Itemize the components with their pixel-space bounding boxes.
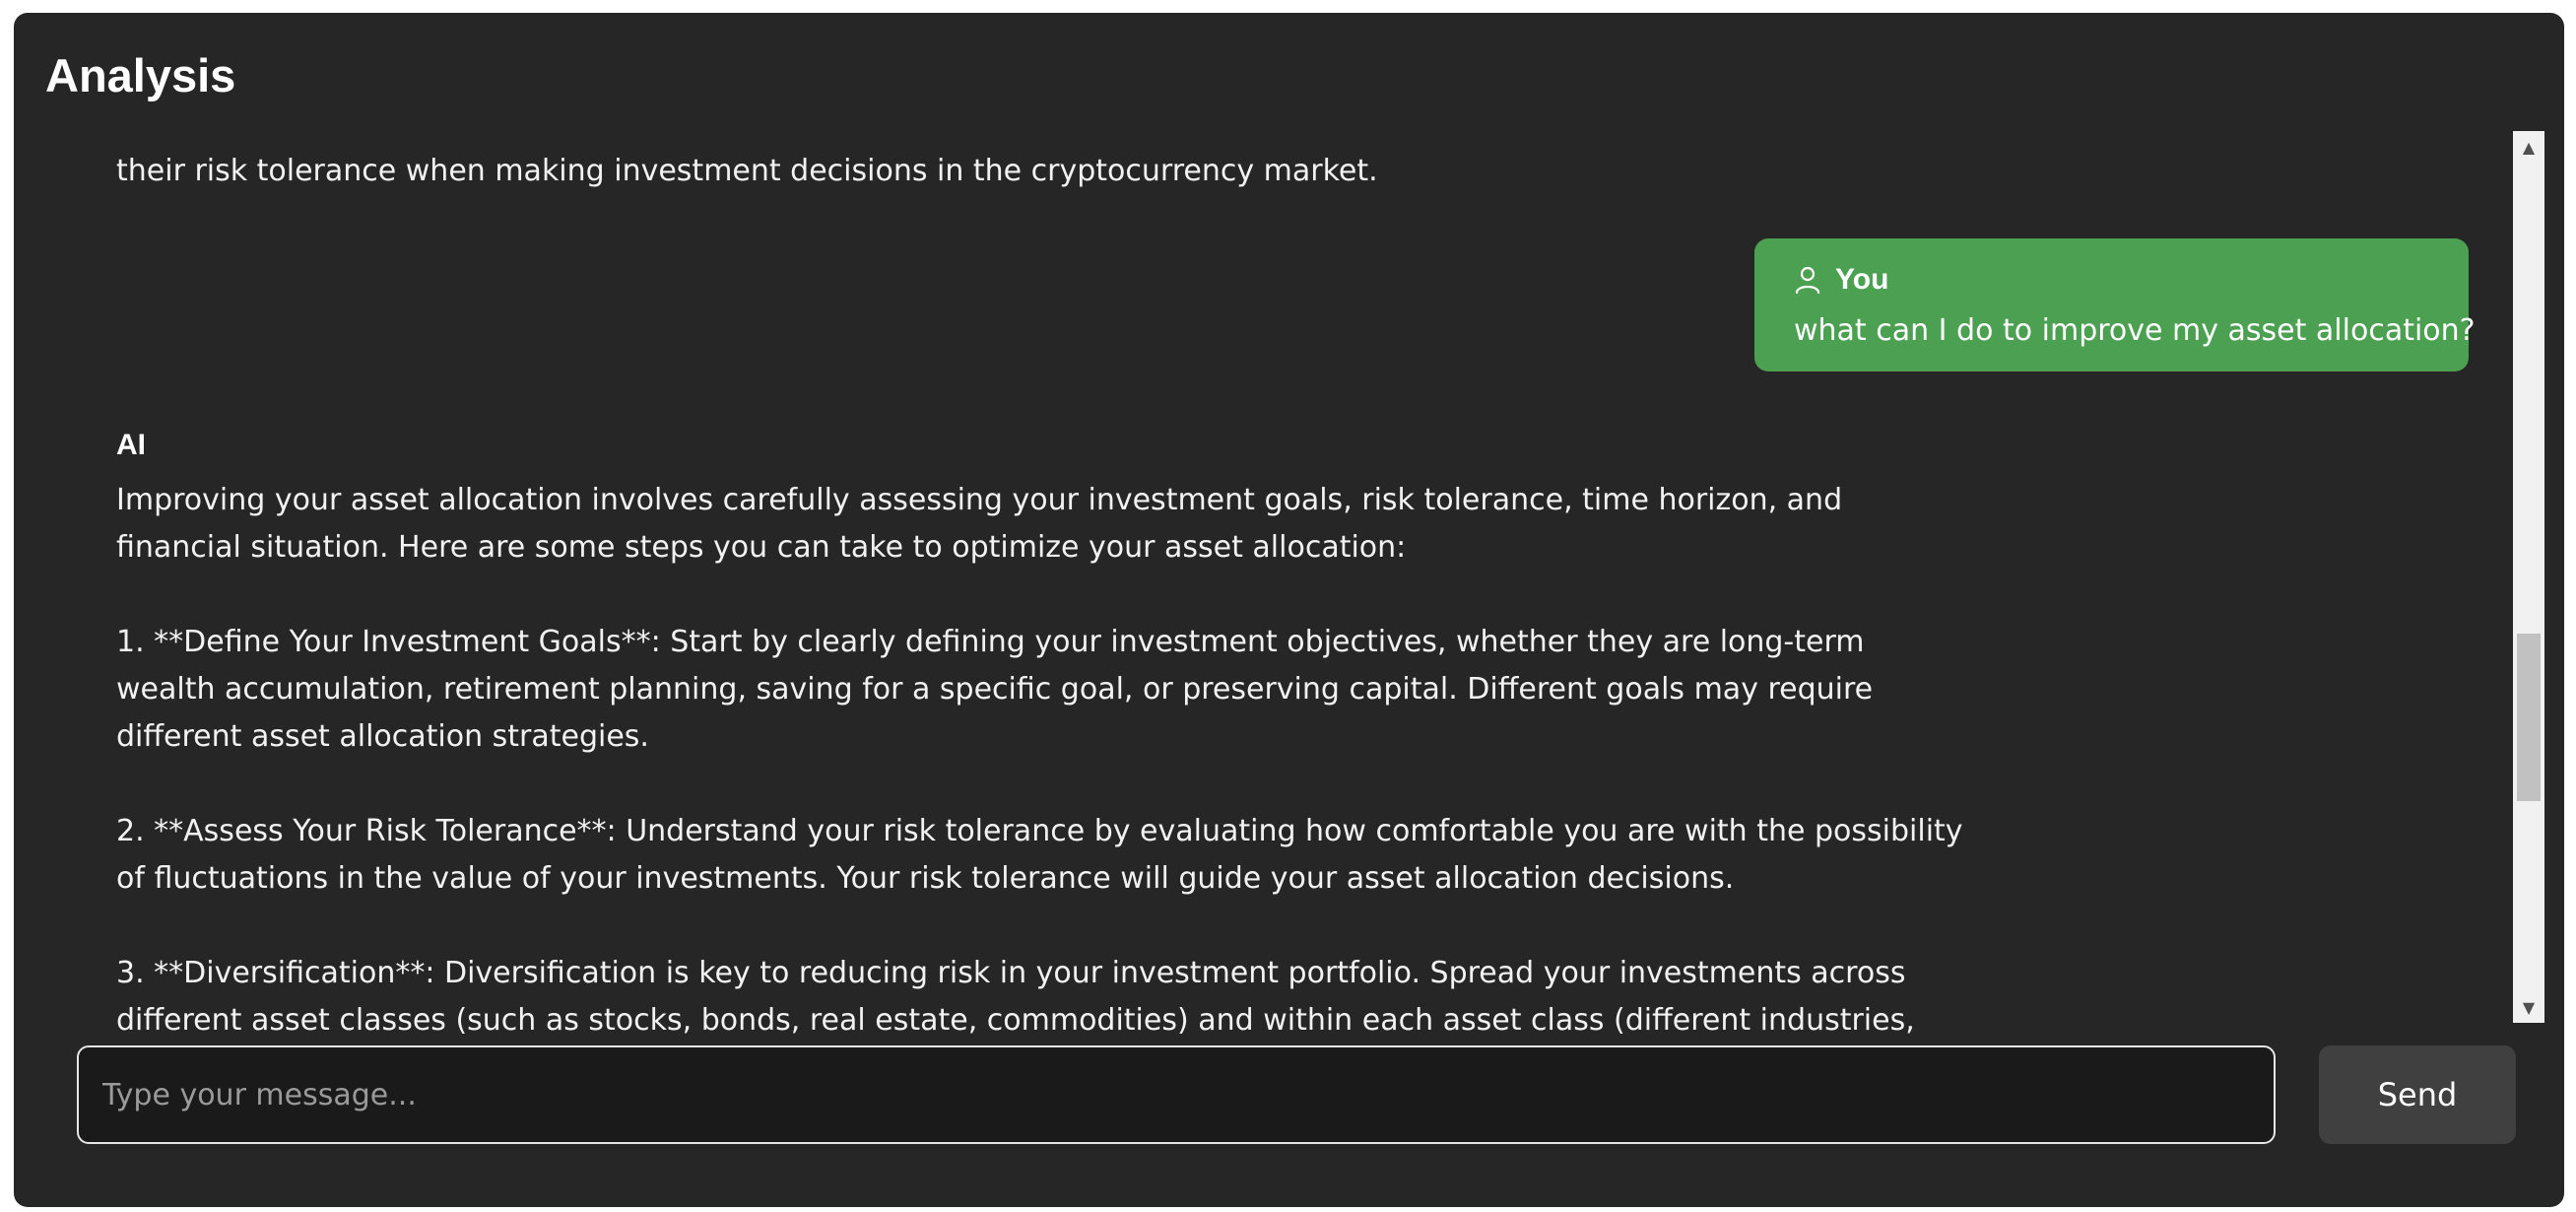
ai-paragraph: 3. **Diversification**: Diversification is key to reducing risk in your investment portfolio. Spread your investments across different asset classes (such as stocks, bonds, real estate, commodities) and within each asset class (different industries, [116,956,1915,1038]
ai-paragraph: Improving your asset allocation involves carefully assessing your investment goals, risk tolerance, time horizon, and financial situation. Here are some steps you can take to optimize your asset allocation: [116,483,1843,565]
panel-title: Analysis [45,49,236,101]
chat-history[interactable] [45,131,2544,1038]
ai-message [116,422,1968,1139]
scrollbar-thumb[interactable] [2517,634,2541,801]
chat-scrollbar[interactable] [2513,131,2544,1023]
scroll-down-arrow-icon[interactable]: ▼ [2522,997,2536,1017]
scroll-up-arrow-icon[interactable]: ▲ [2522,137,2536,157]
send-button[interactable]: Send [2319,1045,2516,1144]
user-message-bubble [1754,238,2476,371]
user-sender-name: You [1835,263,1889,296]
ai-sender-name: AI [116,429,146,461]
message-input[interactable] [77,1045,2276,1144]
composer [77,1045,2516,1144]
ai-paragraph: 2. **Assess Your Risk Tolerance**: Understand your risk tolerance by evaluating how comfortable you are with the possibility of fluctuations in the value of your investments. Your risk tolerance will guide your asset allocation decisions. [116,814,1963,896]
ai-paragraph: 1. **Define Your Investment Goals**: Start by clearly defining your investment objectives, whether they are long-term wealth accumulation, retirement planning, saving for a specific goal, or preserving capital. Different goals may require different asset allocation strategies. [116,625,1874,754]
analysis-panel [14,13,2564,1207]
user-message-text: what can I do to improve my asset allocation? [1794,313,2476,348]
user-icon [1794,265,1821,295]
previous-ai-message-tail: their risk tolerance when making investment decisions in the cryptocurrency market. [116,154,1378,188]
user-message-header [1794,258,2429,302]
